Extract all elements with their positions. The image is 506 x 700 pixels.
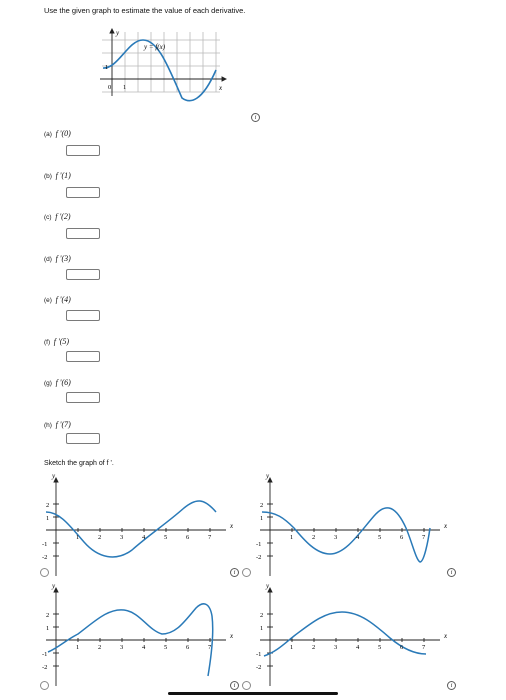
svg-text:1: 1 [46, 515, 50, 522]
svg-text:x: x [444, 522, 448, 530]
f-graph-tick-y1: 1 [105, 64, 109, 71]
svg-text:3: 3 [334, 534, 338, 541]
svg-text:-2: -2 [42, 664, 48, 671]
svg-text:x: x [444, 632, 448, 640]
svg-text:y: y [266, 582, 270, 590]
question-h-label: (h) f '(7) [44, 420, 71, 429]
svg-text:7: 7 [208, 534, 212, 541]
svg-text:-2: -2 [256, 554, 262, 561]
svg-text:2: 2 [260, 612, 264, 619]
f-graph-origin: 0 [108, 84, 112, 91]
choice-radio-bottom-left[interactable] [40, 681, 49, 690]
svg-text:-1: -1 [256, 541, 262, 548]
question-g-label: (g) f '(6) [44, 378, 71, 387]
svg-text:6: 6 [400, 534, 404, 541]
svg-text:2: 2 [46, 502, 50, 509]
choice-graph-bottom-right[interactable] [250, 582, 460, 690]
choice-graph-top-right[interactable] [250, 472, 460, 580]
svg-text:x: x [230, 522, 234, 530]
sketch-prompt: Sketch the graph of f '. [44, 460, 114, 467]
svg-text:-1: -1 [256, 651, 262, 658]
info-icon[interactable]: i [251, 113, 260, 122]
svg-text:4: 4 [142, 534, 146, 541]
svg-text:1: 1 [76, 534, 80, 541]
svg-text:7: 7 [208, 644, 212, 651]
question-c-label: (c) f '(2) [44, 212, 71, 221]
home-indicator [168, 692, 338, 695]
choice-curve [262, 508, 430, 562]
svg-text:3: 3 [120, 644, 124, 651]
svg-text:2: 2 [98, 534, 102, 541]
svg-text:6: 6 [186, 534, 190, 541]
choice-radio-bottom-right[interactable] [242, 681, 251, 690]
svg-text:-1: -1 [42, 541, 48, 548]
f-graph [98, 28, 233, 104]
svg-text:4: 4 [356, 644, 360, 651]
svg-text:-2: -2 [256, 664, 262, 671]
f-curve-label: y = f(x) [144, 43, 166, 51]
svg-text:-1: -1 [42, 651, 48, 658]
answer-d-input[interactable] [66, 269, 100, 280]
question-e-label: (e) f '(4) [44, 295, 71, 304]
answer-c-input[interactable] [66, 228, 100, 239]
f-graph-tick-x1: 1 [123, 84, 127, 91]
info-icon[interactable]: i [230, 568, 239, 577]
info-icon[interactable]: i [447, 568, 456, 577]
svg-text:7: 7 [422, 644, 426, 651]
svg-text:y: y [52, 472, 56, 480]
svg-text:5: 5 [378, 534, 382, 541]
question-d-label: (d) f '(3) [44, 254, 71, 263]
svg-text:-2: -2 [42, 554, 48, 561]
answer-f-input[interactable] [66, 351, 100, 362]
answer-e-input[interactable] [66, 310, 100, 321]
info-icon[interactable]: i [447, 681, 456, 690]
choice-graph-bottom-left[interactable] [36, 582, 246, 690]
answer-g-input[interactable] [66, 392, 100, 403]
svg-text:1: 1 [290, 534, 294, 541]
question-b-label: (b) f '(1) [44, 171, 71, 180]
svg-text:4: 4 [356, 534, 360, 541]
svg-text:6: 6 [400, 644, 404, 651]
choice-radio-top-right[interactable] [242, 568, 251, 577]
svg-text:2: 2 [46, 612, 50, 619]
svg-text:2: 2 [260, 502, 264, 509]
svg-text:6: 6 [186, 644, 190, 651]
svg-text:4: 4 [142, 644, 146, 651]
svg-text:1: 1 [260, 515, 264, 522]
question-a-label: (a) f '(0) [44, 129, 71, 138]
svg-text:2: 2 [312, 534, 316, 541]
svg-text:5: 5 [378, 644, 382, 651]
svg-text:5: 5 [164, 644, 168, 651]
svg-text:7: 7 [422, 534, 426, 541]
answer-h-input[interactable] [66, 433, 100, 444]
choice-graph-top-left[interactable] [36, 472, 246, 580]
svg-text:1: 1 [76, 644, 80, 651]
choice-radio-top-left[interactable] [40, 568, 49, 577]
instructions: Use the given graph to estimate the value of each derivative. [44, 6, 246, 15]
svg-text:1: 1 [46, 625, 50, 632]
f-graph-xlabel: x [219, 84, 223, 92]
question-f-label: (f) f '(5) [44, 337, 70, 346]
svg-text:3: 3 [120, 534, 124, 541]
choice-curve [46, 501, 216, 557]
svg-text:y: y [266, 472, 270, 480]
answer-a-input[interactable] [66, 145, 100, 156]
svg-text:5: 5 [164, 534, 168, 541]
answer-b-input[interactable] [66, 187, 100, 198]
info-icon[interactable]: i [230, 681, 239, 690]
svg-text:3: 3 [334, 644, 338, 651]
svg-text:y: y [52, 582, 56, 590]
svg-text:1: 1 [260, 625, 264, 632]
svg-text:2: 2 [312, 644, 316, 651]
svg-text:1: 1 [290, 644, 294, 651]
f-graph-ylabel: y [116, 29, 120, 37]
svg-text:2: 2 [98, 644, 102, 651]
svg-text:x: x [230, 632, 234, 640]
